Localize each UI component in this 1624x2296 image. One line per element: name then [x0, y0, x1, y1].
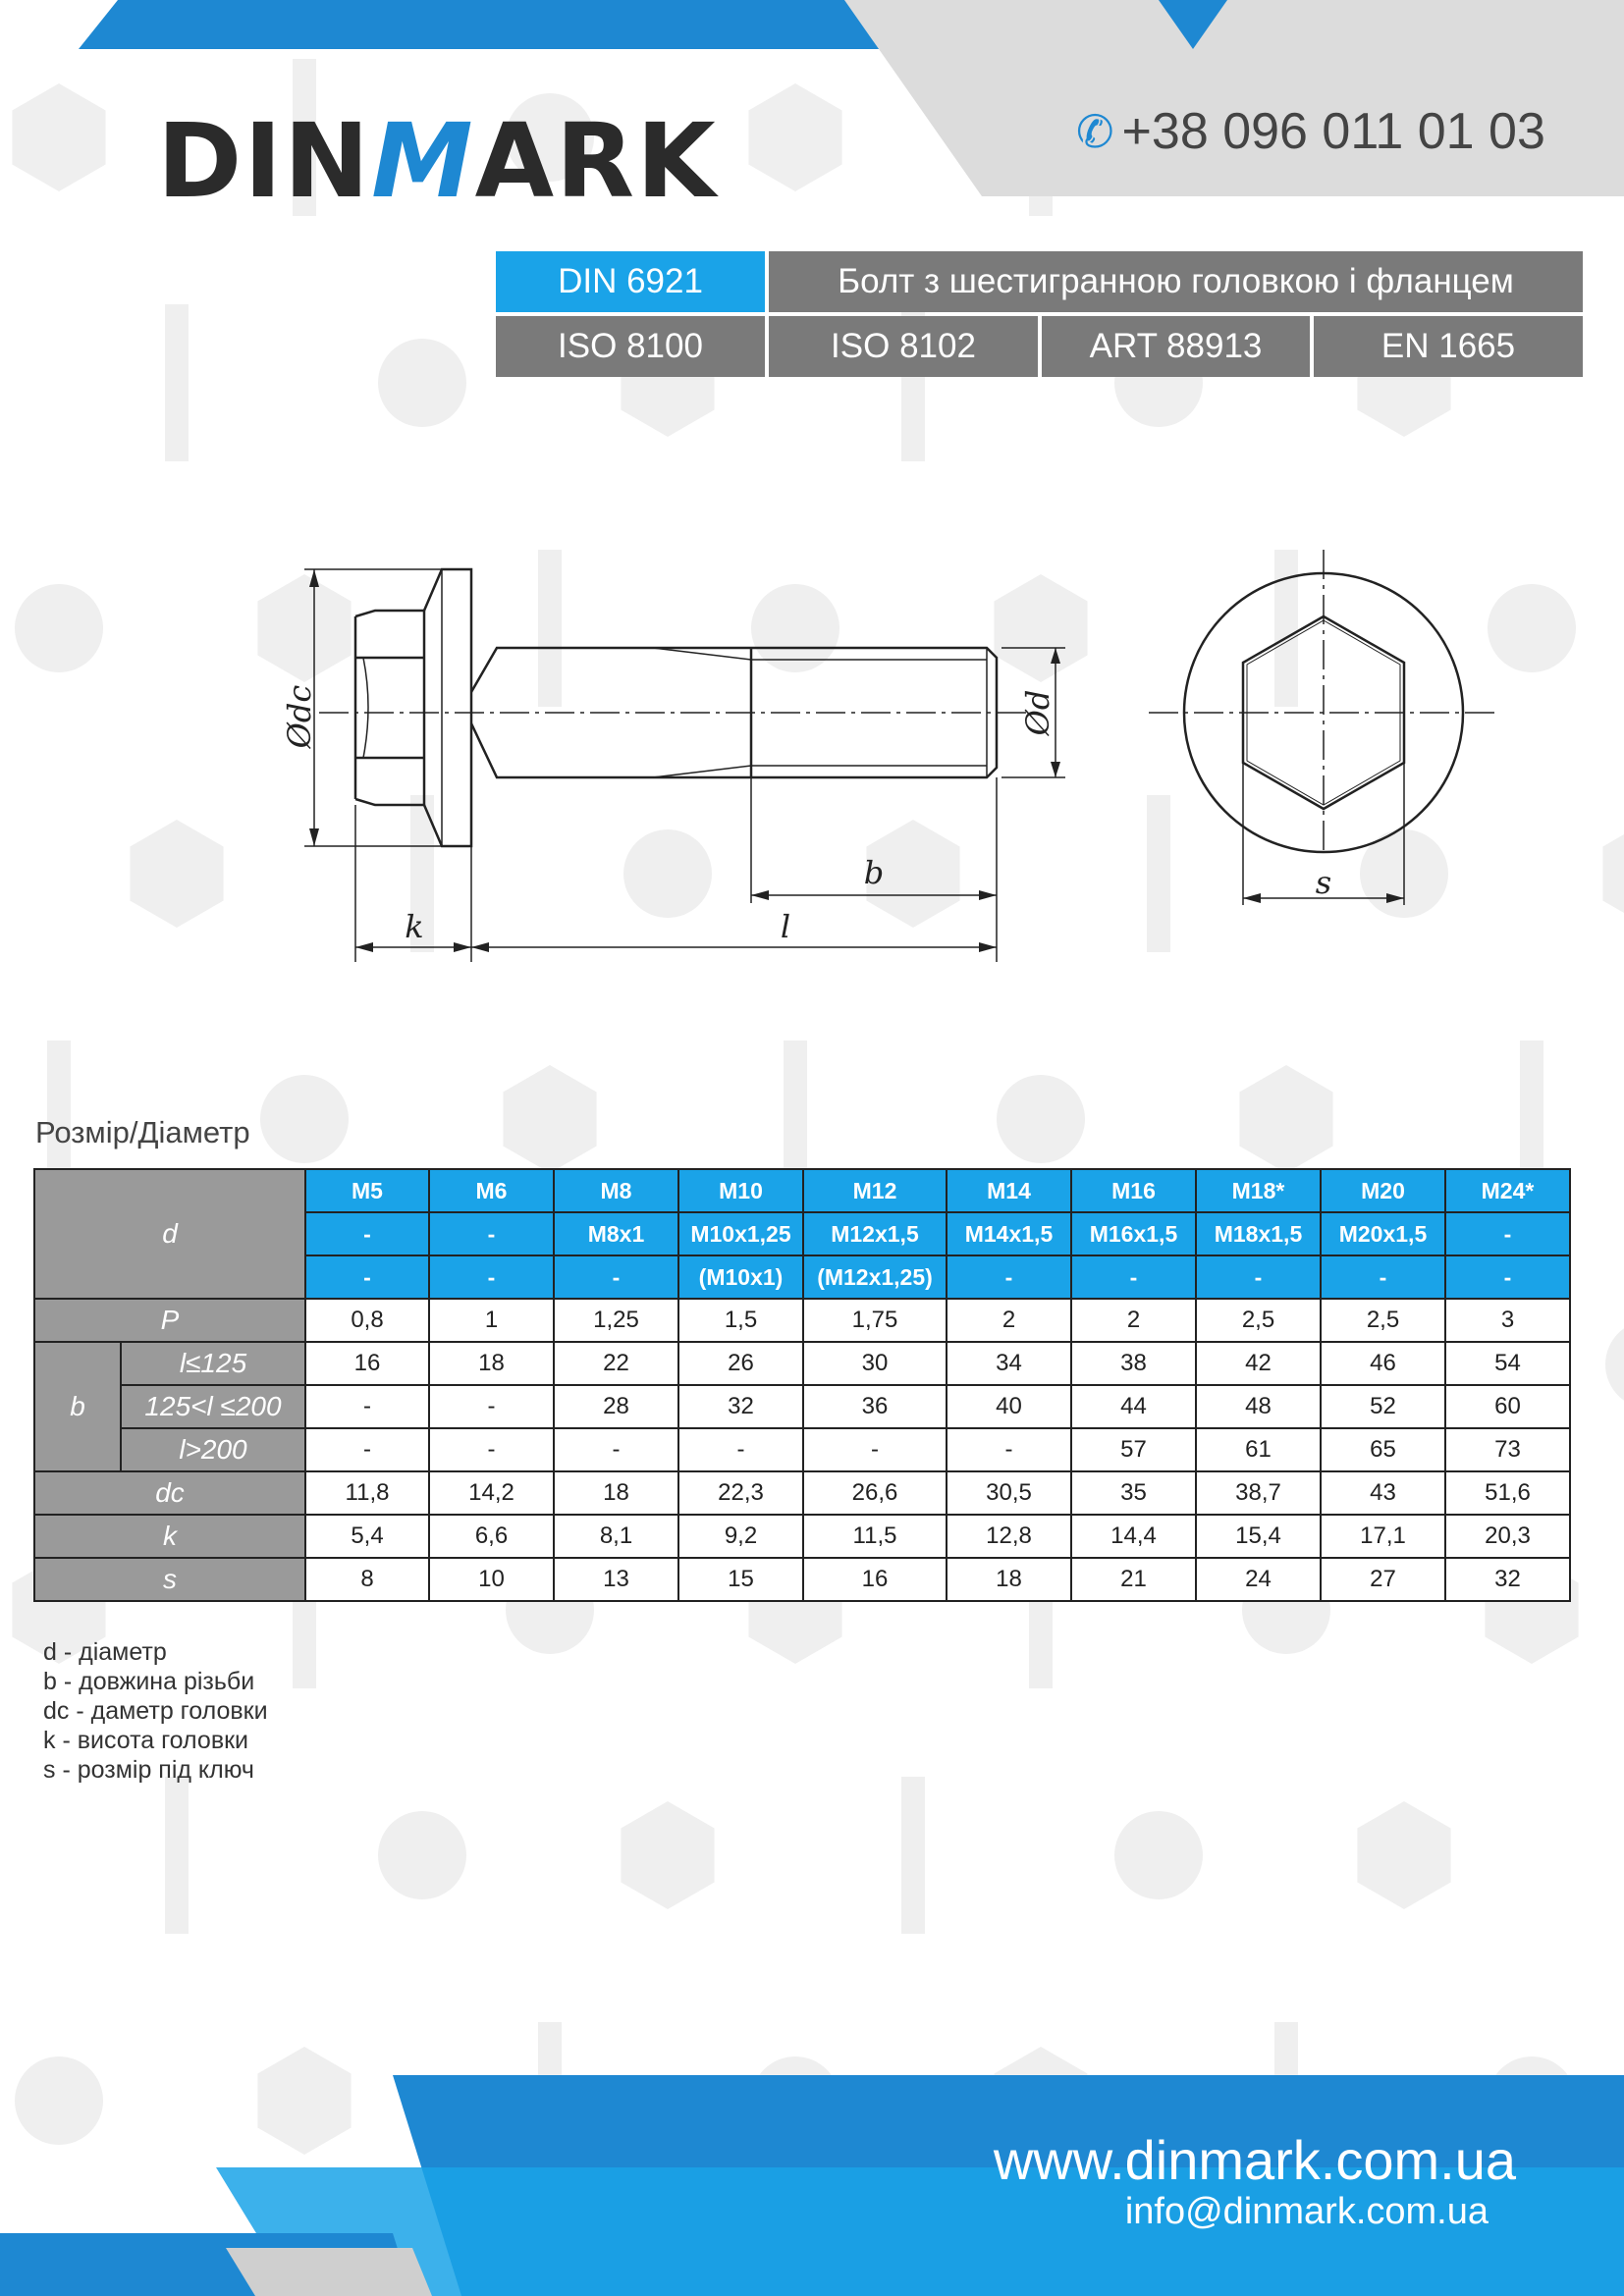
- table-row-sizes: [34, 1169, 1570, 1212]
- row-label-k: k: [34, 1515, 305, 1558]
- legend-item: dc - даметр головки: [43, 1697, 268, 1725]
- size-header: M8: [554, 1169, 678, 1212]
- fine-thread-alt-cell: -: [1321, 1255, 1445, 1299]
- fine-thread-cell: M8x1: [554, 1212, 678, 1255]
- legend-item: b - довжина різьби: [43, 1668, 255, 1695]
- table-cell: 8: [305, 1558, 429, 1601]
- table-cell: 18: [554, 1471, 678, 1515]
- fine-thread-cell: M14x1,5: [947, 1212, 1071, 1255]
- table-cell: -: [305, 1385, 429, 1428]
- size-header: M16: [1071, 1169, 1196, 1212]
- fine-thread-alt-cell: -: [554, 1255, 678, 1299]
- table-row-b3: [34, 1428, 1570, 1471]
- table-cell: 17,1: [1321, 1515, 1445, 1558]
- row-label-d: d: [34, 1169, 305, 1299]
- table-cell: 32: [1445, 1558, 1570, 1601]
- pattern-shape: [1357, 1801, 1450, 1909]
- row-label-dc: dc: [34, 1471, 305, 1515]
- table-cell: 30,5: [947, 1471, 1071, 1515]
- size-header: M20: [1321, 1169, 1445, 1212]
- table-cell: 54: [1445, 1342, 1570, 1385]
- table-cell: 16: [305, 1342, 429, 1385]
- email-link[interactable]: info@dinmark.com.ua: [1124, 2191, 1489, 2232]
- table-cell: 30: [803, 1342, 947, 1385]
- row-label-b: b: [34, 1342, 121, 1471]
- fine-thread-cell: M10x1,25: [678, 1212, 803, 1255]
- size-header: M12: [803, 1169, 947, 1212]
- table-cell: 44: [1071, 1385, 1196, 1428]
- fine-thread-cell: -: [305, 1212, 429, 1255]
- table-cell: 40: [947, 1385, 1071, 1428]
- fine-thread-cell: -: [1445, 1212, 1570, 1255]
- table-cell: 34: [947, 1342, 1071, 1385]
- table-cell: 3: [1445, 1299, 1570, 1342]
- pattern-shape: [901, 1777, 925, 1934]
- table-cell: 13: [554, 1558, 678, 1601]
- pattern-shape: [130, 820, 223, 928]
- table-cell: 5,4: [305, 1515, 429, 1558]
- website-link[interactable]: www.dinmark.com.ua: [993, 2129, 1516, 2191]
- table-cell: -: [947, 1428, 1071, 1471]
- row-label-P: P: [34, 1299, 305, 1342]
- table-cell: 2,5: [1321, 1299, 1445, 1342]
- table-cell: 61: [1196, 1428, 1321, 1471]
- table-cell: 38: [1071, 1342, 1196, 1385]
- table-cell: 2,5: [1196, 1299, 1321, 1342]
- fine-thread-alt-cell: -: [947, 1255, 1071, 1299]
- fine-thread-cell: M16x1,5: [1071, 1212, 1196, 1255]
- table-cell: 28: [554, 1385, 678, 1428]
- table-cell: 26,6: [803, 1471, 947, 1515]
- pattern-shape: [621, 1801, 714, 1909]
- size-header: M5: [305, 1169, 429, 1212]
- table-cell: 26: [678, 1342, 803, 1385]
- table-row-k: [34, 1515, 1570, 1558]
- pattern-shape: [1602, 820, 1624, 928]
- table-row-b2: [34, 1385, 1570, 1428]
- legend-item: k - висота головки: [43, 1727, 248, 1754]
- row-label-b3: l>200: [121, 1428, 305, 1471]
- pattern-shape: [503, 1065, 596, 1173]
- table-cell: 35: [1071, 1471, 1196, 1515]
- pattern-shape: [1239, 1065, 1332, 1173]
- fine-thread-cell: M18x1,5: [1196, 1212, 1321, 1255]
- fine-thread-alt-cell: -: [1445, 1255, 1570, 1299]
- table-cell: 60: [1445, 1385, 1570, 1428]
- size-header: M14: [947, 1169, 1071, 1212]
- fine-thread-alt-cell: (M10x1): [678, 1255, 803, 1299]
- table-cell: 10: [429, 1558, 554, 1601]
- fine-thread-alt-cell: -: [1196, 1255, 1321, 1299]
- table-cell: 1,5: [678, 1299, 803, 1342]
- table-cell: -: [429, 1385, 554, 1428]
- size-header: M24*: [1445, 1169, 1570, 1212]
- dim-label-l: l: [780, 908, 791, 945]
- table-cell: 32: [678, 1385, 803, 1428]
- equivalent-standard: ART 88913: [1042, 316, 1310, 377]
- table-cell: 11,5: [803, 1515, 947, 1558]
- table-cell: 12,8: [947, 1515, 1071, 1558]
- standard-label: DIN 6921: [496, 251, 765, 312]
- table-cell: -: [803, 1428, 947, 1471]
- legend-item: s - розмір під ключ: [43, 1756, 254, 1784]
- table-cell: 18: [429, 1342, 554, 1385]
- product-title: Болт з шестигранною головкою і фланцем: [769, 251, 1583, 312]
- table-cell: 43: [1321, 1471, 1445, 1515]
- table-cell: 0,8: [305, 1299, 429, 1342]
- table-cell: 36: [803, 1385, 947, 1428]
- pattern-shape: [165, 1777, 189, 1934]
- table-cell: 6,6: [429, 1515, 554, 1558]
- phone-number: +38 096 011 01 03: [1121, 103, 1545, 160]
- table-cell: 8,1: [554, 1515, 678, 1558]
- table-cell: 22: [554, 1342, 678, 1385]
- phone-icon: ✆: [1076, 106, 1114, 157]
- table-cell: 24: [1196, 1558, 1321, 1601]
- table-cell: -: [554, 1428, 678, 1471]
- bolt-technical-drawing: [275, 550, 1502, 982]
- fine-thread-cell: M12x1,5: [803, 1212, 947, 1255]
- equivalent-standard: ISO 8100: [496, 316, 765, 377]
- dim-label-b: b: [863, 854, 885, 891]
- table-cell: 65: [1321, 1428, 1445, 1471]
- table-cell: 57: [1071, 1428, 1196, 1471]
- table-cell: 51,6: [1445, 1471, 1570, 1515]
- pattern-shape: [1605, 1320, 1624, 1409]
- table-cell: 15: [678, 1558, 803, 1601]
- table-cell: 20,3: [1445, 1515, 1570, 1558]
- dim-label-dc: Ødc: [281, 684, 318, 749]
- phone-contact[interactable]: [1076, 102, 1545, 161]
- table-cell: 27: [1321, 1558, 1445, 1601]
- row-label-b2: 125<l ≤200: [121, 1385, 305, 1428]
- pattern-shape: [260, 1075, 349, 1163]
- table-cell: 46: [1321, 1342, 1445, 1385]
- table-cell: -: [429, 1428, 554, 1471]
- table-cell: 1,75: [803, 1299, 947, 1342]
- equivalent-standard: EN 1665: [1314, 316, 1583, 377]
- table-cell: 11,8: [305, 1471, 429, 1515]
- table-cell: 21: [1071, 1558, 1196, 1601]
- table-cell: 14,4: [1071, 1515, 1196, 1558]
- size-header: M6: [429, 1169, 554, 1212]
- dim-label-d: Ød: [1019, 689, 1056, 736]
- table-cell: -: [678, 1428, 803, 1471]
- table-row-pitch: [34, 1299, 1570, 1342]
- size-header: M18*: [1196, 1169, 1321, 1212]
- fine-thread-cell: -: [429, 1212, 554, 1255]
- dim-label-s: s: [1315, 864, 1332, 901]
- brand-logo: DINMARK: [157, 101, 718, 221]
- fine-thread-alt-cell: -: [1071, 1255, 1196, 1299]
- table-cell: 1,25: [554, 1299, 678, 1342]
- row-label-b1: l≤125: [121, 1342, 305, 1385]
- table-cell: 73: [1445, 1428, 1570, 1471]
- table-cell: 38,7: [1196, 1471, 1321, 1515]
- table-cell: 52: [1321, 1385, 1445, 1428]
- table-cell: 42: [1196, 1342, 1321, 1385]
- table-cell: 18: [947, 1558, 1071, 1601]
- pattern-shape: [15, 584, 103, 672]
- pattern-shape: [1114, 1811, 1203, 1899]
- table-row-dc: [34, 1471, 1570, 1515]
- fine-thread-alt-cell: (M12x1,25): [803, 1255, 947, 1299]
- table-caption: Розмір/Діаметр: [35, 1115, 250, 1149]
- table-row-s: [34, 1558, 1570, 1601]
- fine-thread-alt-cell: -: [305, 1255, 429, 1299]
- fine-thread-alt-cell: -: [429, 1255, 554, 1299]
- dim-label-k: k: [405, 908, 424, 945]
- table-cell: 2: [947, 1299, 1071, 1342]
- table-row-b1: [34, 1342, 1570, 1385]
- dimensions-table: [33, 1168, 1571, 1602]
- equivalent-standard: ISO 8102: [769, 316, 1038, 377]
- table-cell: 9,2: [678, 1515, 803, 1558]
- table-cell: 48: [1196, 1385, 1321, 1428]
- row-label-s: s: [34, 1558, 305, 1601]
- fine-thread-cell: M20x1,5: [1321, 1212, 1445, 1255]
- table-cell: 14,2: [429, 1471, 554, 1515]
- table-cell: 1: [429, 1299, 554, 1342]
- pattern-shape: [378, 1811, 466, 1899]
- table-cell: 15,4: [1196, 1515, 1321, 1558]
- table-cell: 22,3: [678, 1471, 803, 1515]
- size-header: M10: [678, 1169, 803, 1212]
- legend-item: d - діаметр: [43, 1638, 167, 1666]
- pattern-shape: [997, 1075, 1085, 1163]
- table-cell: -: [305, 1428, 429, 1471]
- pattern-shape: [378, 339, 466, 427]
- legend: [43, 1637, 268, 1785]
- table-cell: 2: [1071, 1299, 1196, 1342]
- pattern-shape: [165, 304, 189, 461]
- table-cell: 16: [803, 1558, 947, 1601]
